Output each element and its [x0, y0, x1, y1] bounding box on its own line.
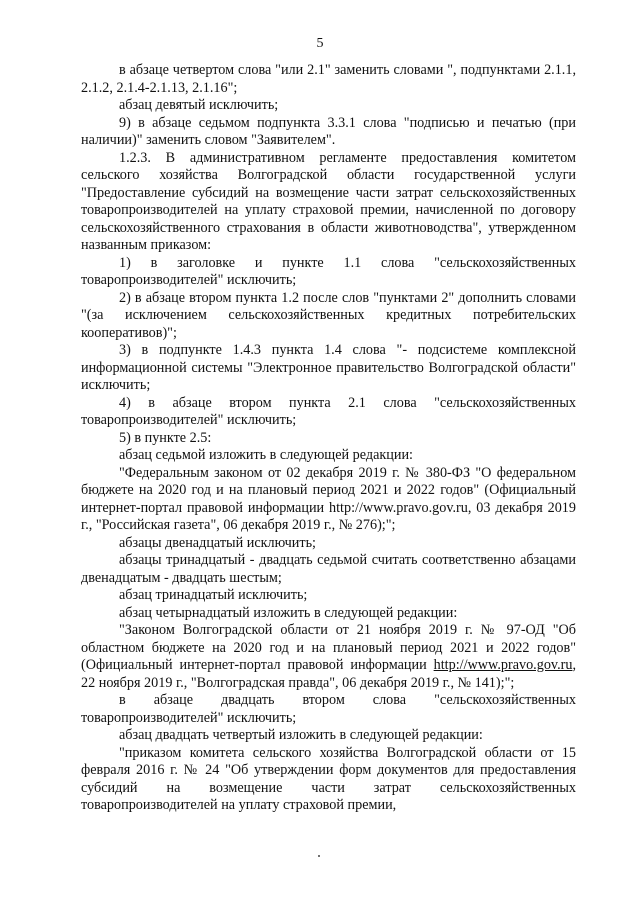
law-paragraph: [81, 622, 576, 692]
paragraph: абзацы двенадцатый исключить;: [119, 534, 316, 551]
law-text-before: "Законом Волгоградской области от 21 ноября 2019 г. № 97-ОД "Об областном бюджете на 2020 год и на плановый период 2021 и 2022 годов" (Официальный интернет-портал правовой информации: [81, 622, 576, 673]
paragraph: 2) в абзаце втором пункта 1.2 после слов "пунктами 2" дополнить словами "(за исключением сельскохозяйственных кредитных потребительских кооперативов)";: [81, 289, 576, 341]
paragraph: 1) в заголовке и пункте 1.1 слова "сельскохозяйственных товаропроизводителей" исключить;: [81, 254, 576, 288]
paragraph: 9) в абзаце седьмом подпункта 3.3.1 слова "подписью и печатью (при наличии)" заменить словом "Заявителем".: [81, 114, 576, 148]
paragraph: абзац девятый исключить;: [119, 97, 279, 113]
page-number: 5: [316, 36, 324, 51]
paragraph: 3) в подпункте 1.4.3 пункта 1.4 слова "- подсистеме комплексной информационной системы "Электронное правительство Волгоградской области" исключить;: [81, 342, 576, 393]
paragraph: 5) в пункте 2.5:: [119, 429, 212, 446]
scan-dot: [318, 855, 320, 857]
paragraph: 1.2.3. В административном регламенте предоставления комитетом сельского хозяйства Волгоградской области государственной услуги "Предоставление субсидий на возмещение части затрат сельскохозяйственных товаропроизводителей на уплату страховой премии, начисленной по договору сельскохозяйственного страхования в области животноводства", утвержденном названным приказом:: [81, 149, 576, 253]
paragraph: абзац седьмой изложить в следующей редакции:: [119, 447, 414, 463]
paragraph: абзац четырнадцатый изложить в следующей редакции:: [119, 604, 458, 621]
law-text-after: , 22 ноября 2019 г., "Волгоградская правда", 06 декабря 2019 г., № 141);";: [81, 657, 577, 691]
paragraph: абзац тринадцатый исключить;: [119, 587, 308, 603]
paragraph: "Федеральным законом от 02 декабря 2019 г. № 380-ФЗ "О федеральном бюджете на 2020 год и на плановый период 2021 и 2022 годов" (Официальный интернет-портал правовой информации http://www.pravo.gov.ru, 03 декабря 2019 г., "Российская газета", 06 декабря 2019 г., № 276);";: [81, 464, 576, 533]
paragraph: 4) в абзаце втором пункта 2.1 слова "сельскохозяйственных товаропроизводителей" исключить;: [81, 394, 576, 428]
paragraph: в абзаце четвертом слова "или 2.1" заменить словами ", подпунктами 2.1.1, 2.1.2, 2.1.4-2.1.13, 2.1.16";: [81, 62, 576, 96]
paragraph: абзац двадцать четвертый изложить в следующей редакции:: [119, 727, 483, 743]
paragraph: "приказом комитета сельского хозяйства Волгоградской области от 15 февраля 2016 г. № 24 "Об утверждении форм документов для предоставления субсидий на возмещение части затрат сельскохозяйственных товаропроизводителей на уплату страховой премии,: [81, 744, 576, 813]
document-body: [81, 62, 576, 815]
paragraph: в абзаце двадцать втором слова "сельскохозяйственных товаропроизводителей" исключить;: [81, 692, 576, 726]
pravo-link[interactable]: http://www.pravo.gov.ru: [433, 657, 573, 673]
paragraph: абзацы тринадцатый - двадцать седьмой считать соответственно абзацами двенадцатым - двадцать шестым;: [81, 552, 576, 586]
